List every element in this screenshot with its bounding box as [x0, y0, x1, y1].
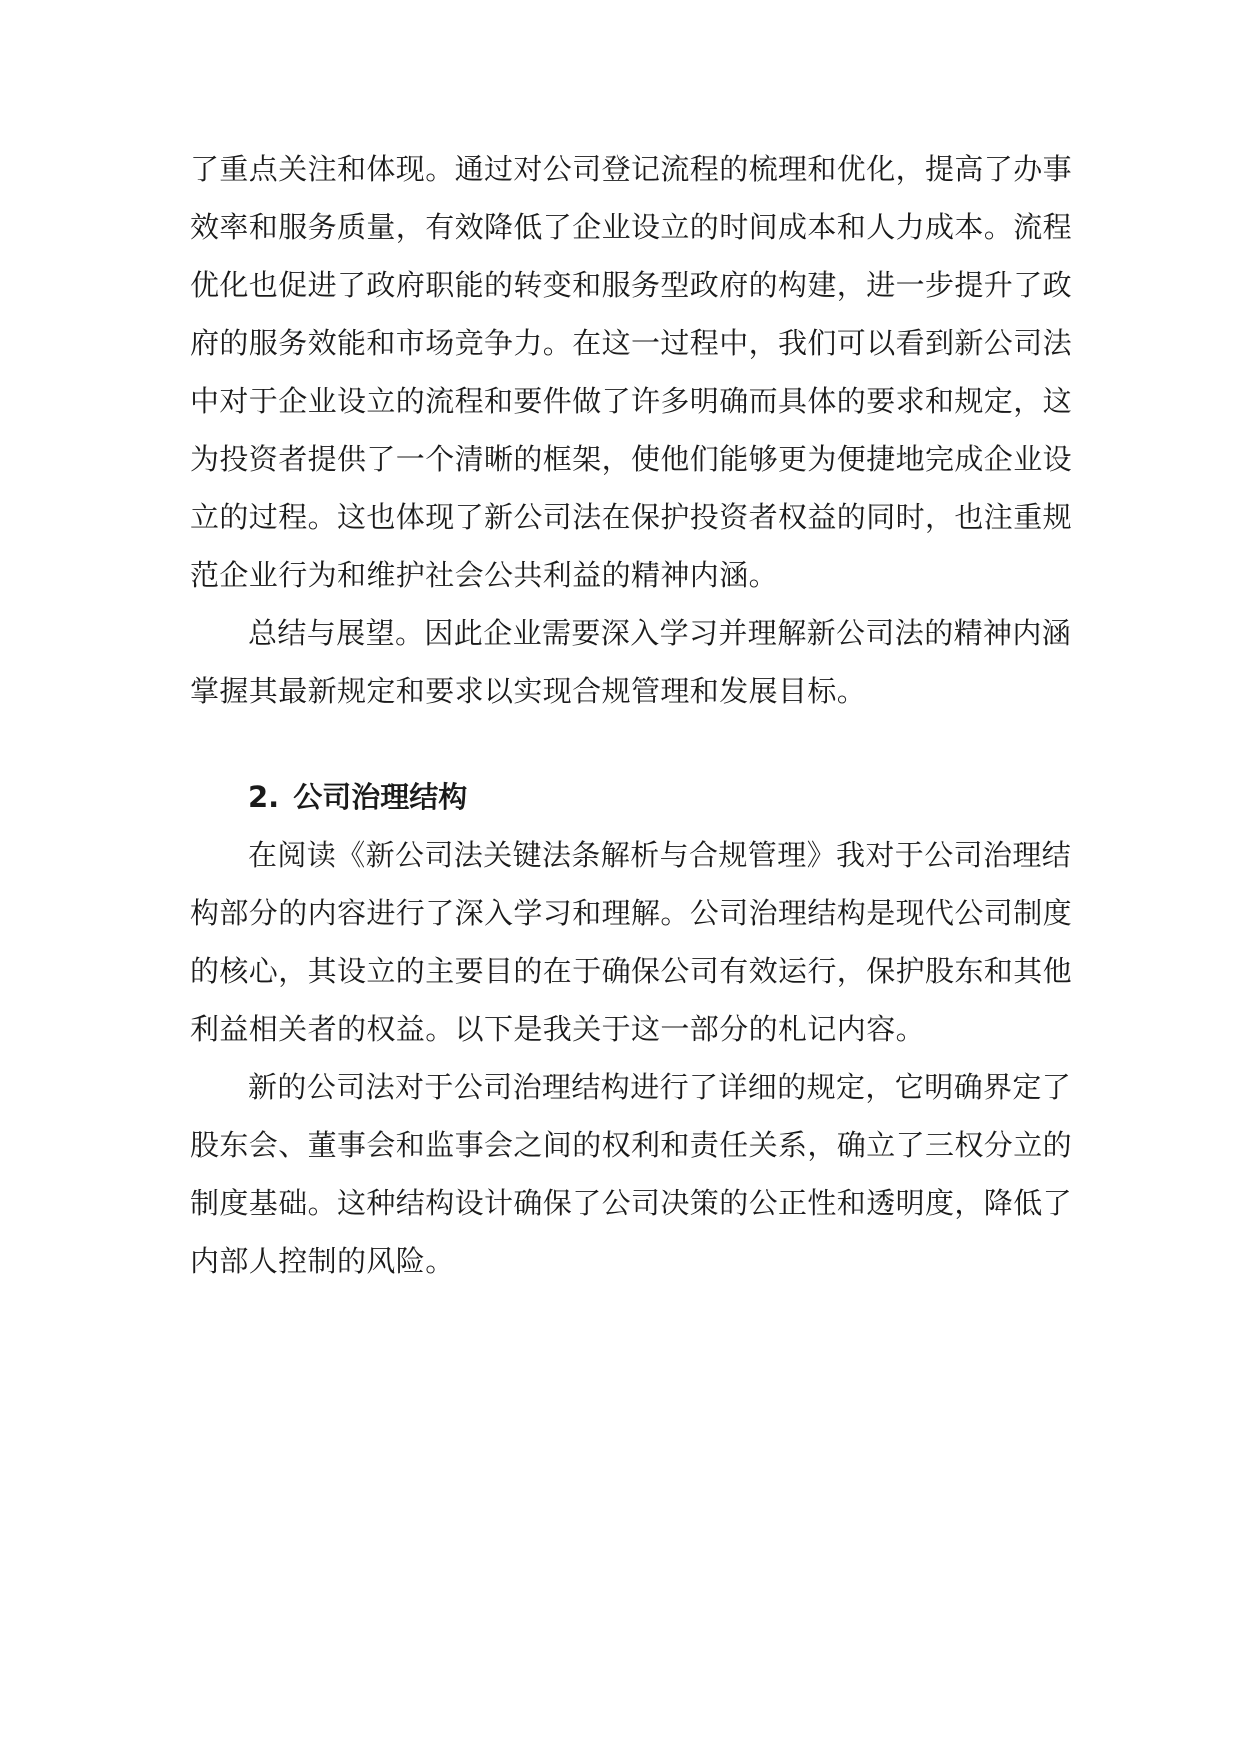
text-line: 股东会、董事会和监事会之间的权利和责任关系，确立了三权分立的: [190, 1128, 1073, 1162]
text-line: 内部人控制的风险。: [190, 1244, 455, 1278]
text-line: 了重点关注和体现。通过对公司登记流程的梳理和优化，提高了办事: [190, 152, 1073, 186]
text-line: 的核心，其设立的主要目的在于确保公司有效运行，保护股东和其他: [190, 954, 1073, 988]
text-line: 中对于企业设立的流程和要件做了许多明确而具体的要求和规定，这: [190, 384, 1073, 418]
text-line: 制度基础。这种结构设计确保了公司决策的公正性和透明度，降低了: [190, 1186, 1073, 1220]
text-line: 利益相关者的权益。以下是我关于这一部分的札记内容。: [190, 1012, 926, 1046]
document-body: [190, 140, 1073, 1290]
text-line: 优化也促进了政府职能的转变和服务型政府的构建，进一步提升了政: [190, 268, 1073, 302]
text-line: 效率和服务质量，有效降低了企业设立的时间成本和人力成本。流程: [190, 210, 1073, 244]
paragraph-summary: [190, 604, 1072, 720]
paragraph-structure: [190, 1058, 1073, 1290]
text-line: 总结与展望。因此企业需要深入学习并理解新公司法的精神内涵: [248, 616, 1072, 650]
text-line: 为投资者提供了一个清晰的框架，使他们能够更为便捷地完成企业设: [190, 442, 1073, 476]
section-number: 2.: [248, 780, 280, 814]
text-line: 掌握其最新规定和要求以实现合规管理和发展目标。: [190, 674, 867, 708]
section-title: 公司治理结构: [293, 780, 468, 814]
text-line: 范企业行为和维护社会公共利益的精神内涵。: [190, 558, 779, 592]
text-line: 府的服务效能和市场竞争力。在这一过程中，我们可以看到新公司法: [190, 326, 1073, 360]
section-heading: [190, 768, 1060, 826]
text-line: 在阅读《新公司法关键法条解析与合规管理》我对于公司治理结: [248, 838, 1072, 872]
text-line: 立的过程。这也体现了新公司法在保护投资者权益的同时，也注重规: [190, 500, 1073, 534]
paragraph-continued: [190, 140, 1073, 604]
paragraph-intro: [190, 826, 1073, 1058]
text-line: 新的公司法对于公司治理结构进行了详细的规定，它明确界定了: [248, 1070, 1072, 1104]
text-line: 构部分的内容进行了深入学习和理解。公司治理结构是现代公司制度: [190, 896, 1073, 930]
